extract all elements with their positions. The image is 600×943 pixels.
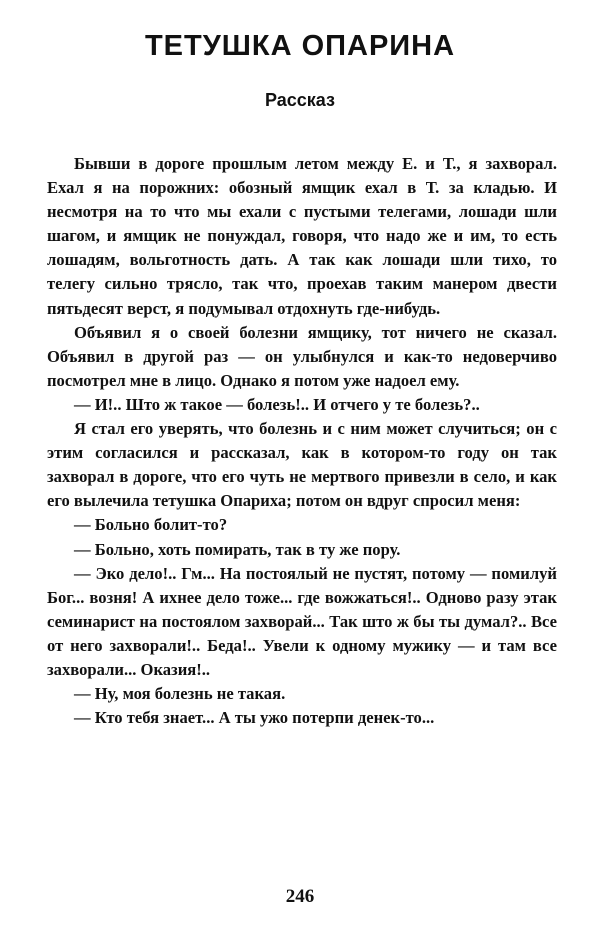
paragraph: — И!.. Што ж такое — болезь!.. И отчего у те болезь?.. xyxy=(74,394,480,414)
paragraph: — Больно, хоть помирать, так в ту же пору. xyxy=(74,539,401,559)
paragraph: — Кто тебя знает... А ты ужо потерпи денек-то... xyxy=(74,708,435,728)
paragraph: Я стал его уверять, что болезнь и с ним может случиться; он с этим согласился и рассказал, как в котором-то году он так захворал в дороге, что его чуть не мертвого привезли в село, и как его вылечила тетушка Опариха; потом он вдруг спросил меня: xyxy=(47,419,557,511)
story-text xyxy=(47,152,557,730)
paragraph: — Больно болит-то? xyxy=(74,515,228,535)
paragraph: Бывши в дороге прошлым летом между Е. и Т., я захворал. Ехал я на порожних: обозный ямщик ехал в Т. за кладью. И несмотря на то что мы ехали с пустыми телегами, лошади шли шагом, и ямщик не понуждал, говоря, что надо же и им, то есть лошадям, вольготность дать. А так как лошади шли тихо, то телегу сильно трясло, так что, проехав таким манером двести пятьдесят верст, я подумывал отдохнуть где-нибудь. xyxy=(47,154,557,318)
paragraph: Объявил я о своей болезни ямщику, тот ничего не сказал. Объявил в другой раз — он улыбнулся и как-то недоверчиво посмотрел мне в лицо. Однако я потом уже надоел ему. xyxy=(47,322,557,390)
paragraph: — Эко дело!.. Гм... На постоялый не пустят, потому — помилуй Бог... возня! А ихнее дело тоже... где вожжаться!.. Одново разу этак семинарист на постоялом захворай... Так што ж бы ты думал?.. Все от него захворали!.. Беда!.. Увели к одному мужику — и там все захворали... Оказия!.. xyxy=(47,563,557,679)
paragraph: — Ну, моя болезнь не такая. xyxy=(74,684,286,704)
page-number: 246 xyxy=(285,886,315,907)
story-title: ТЕТУШКА ОПАРИНА xyxy=(144,30,456,62)
story-subtitle: Рассказ xyxy=(265,90,335,110)
